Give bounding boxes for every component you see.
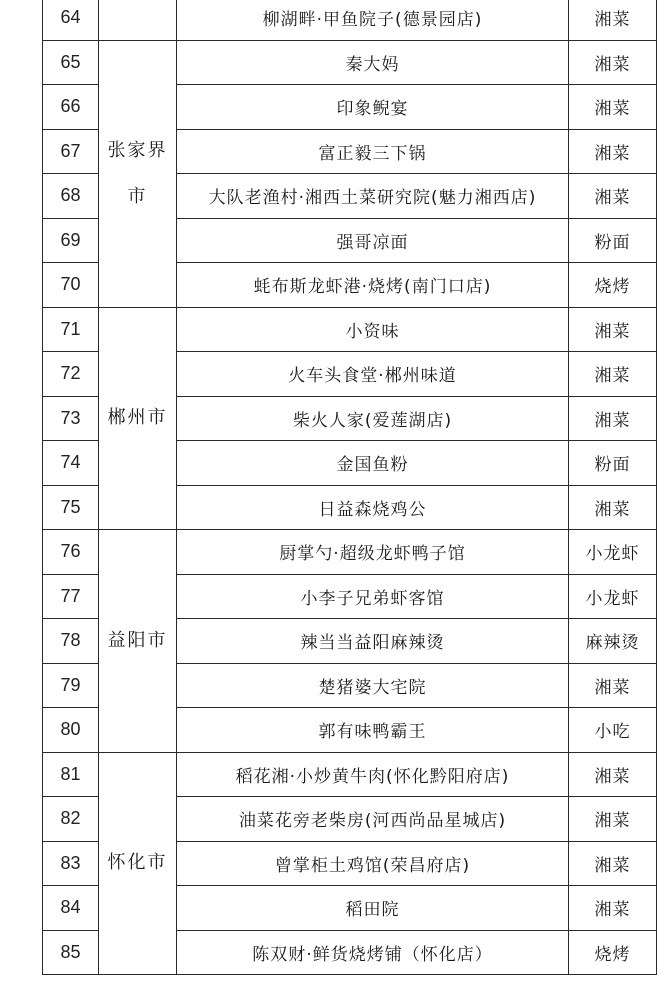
cuisine-category: 湘菜 <box>569 307 657 352</box>
cuisine-category: 麻辣烫 <box>569 619 657 664</box>
cuisine-category: 湘菜 <box>569 85 657 130</box>
cuisine-category: 湘菜 <box>569 396 657 441</box>
row-number: 66 <box>43 85 99 130</box>
table-row <box>43 0 657 40</box>
cuisine-category: 湘菜 <box>569 40 657 85</box>
cuisine-category: 粉面 <box>569 218 657 263</box>
cuisine-category: 湘菜 <box>569 174 657 219</box>
row-number: 85 <box>43 930 99 975</box>
row-number: 64 <box>43 0 99 40</box>
row-number: 75 <box>43 485 99 530</box>
row-number: 67 <box>43 129 99 174</box>
row-number: 72 <box>43 352 99 397</box>
city-cell-huaihua: 怀化市 <box>99 752 177 975</box>
restaurant-name: 蚝布斯龙虾港·烧烤(南门口店) <box>177 263 569 308</box>
table-row <box>43 40 657 85</box>
cuisine-category: 小龙虾 <box>569 530 657 575</box>
city-cell-chenzhou: 郴州市 <box>99 307 177 530</box>
restaurant-name: 厨掌勺·超级龙虾鸭子馆 <box>177 530 569 575</box>
restaurant-name: 柳湖畔·甲鱼院子(德景园店) <box>177 0 569 40</box>
cuisine-category: 湘菜 <box>569 485 657 530</box>
table-row <box>43 530 657 575</box>
cuisine-category: 湘菜 <box>569 129 657 174</box>
cuisine-category: 小龙虾 <box>569 574 657 619</box>
cuisine-category: 湘菜 <box>569 841 657 886</box>
row-number: 82 <box>43 797 99 842</box>
restaurant-name: 火车头食堂·郴州味道 <box>177 352 569 397</box>
restaurant-name: 大队老渔村·湘西土菜研究院(魅力湘西店) <box>177 174 569 219</box>
table-row <box>43 752 657 797</box>
row-number: 76 <box>43 530 99 575</box>
restaurant-name: 陈双财·鲜货烧烤铺（怀化店） <box>177 930 569 975</box>
restaurant-name: 稻田院 <box>177 886 569 931</box>
cuisine-category: 粉面 <box>569 441 657 486</box>
cuisine-category: 烧烤 <box>569 263 657 308</box>
restaurant-name: 郭有味鸭霸王 <box>177 708 569 753</box>
restaurant-name: 富正毅三下锅 <box>177 129 569 174</box>
row-number: 80 <box>43 708 99 753</box>
row-number: 78 <box>43 619 99 664</box>
city-cell-zhangjiajie <box>99 40 177 307</box>
cuisine-category: 湘菜 <box>569 0 657 40</box>
restaurant-name: 强哥凉面 <box>177 218 569 263</box>
city-name-line2: 市 <box>127 185 148 207</box>
restaurant-name: 辣当当益阳麻辣烫 <box>177 619 569 664</box>
row-number: 79 <box>43 663 99 708</box>
cuisine-category: 烧烤 <box>569 930 657 975</box>
row-number: 81 <box>43 752 99 797</box>
table-row <box>43 307 657 352</box>
cuisine-category: 湘菜 <box>569 797 657 842</box>
restaurant-table <box>42 0 657 975</box>
row-number: 69 <box>43 218 99 263</box>
restaurant-name: 柴火人家(爱莲湖店) <box>177 396 569 441</box>
restaurant-name: 油菜花旁老柴房(河西尚品星城店) <box>177 797 569 842</box>
row-number: 71 <box>43 307 99 352</box>
restaurant-name: 曾掌柜土鸡馆(荣昌府店) <box>177 841 569 886</box>
restaurant-name: 小李子兄弟虾客馆 <box>177 574 569 619</box>
cuisine-category: 湘菜 <box>569 663 657 708</box>
cuisine-category: 小吃 <box>569 708 657 753</box>
city-cell-blank <box>99 0 177 40</box>
row-number: 83 <box>43 841 99 886</box>
city-cell-yiyang: 益阳市 <box>99 530 177 753</box>
row-number: 84 <box>43 886 99 931</box>
cuisine-category: 湘菜 <box>569 752 657 797</box>
cuisine-category: 湘菜 <box>569 352 657 397</box>
row-number: 74 <box>43 441 99 486</box>
row-number: 68 <box>43 174 99 219</box>
row-number: 70 <box>43 263 99 308</box>
cuisine-category: 湘菜 <box>569 886 657 931</box>
restaurant-name: 秦大妈 <box>177 40 569 85</box>
city-name-line1: 张家界 <box>107 139 168 161</box>
row-number: 77 <box>43 574 99 619</box>
restaurant-name: 印象鲵宴 <box>177 85 569 130</box>
row-number: 73 <box>43 396 99 441</box>
restaurant-name: 小资味 <box>177 307 569 352</box>
restaurant-name: 稻花湘·小炒黄牛肉(怀化黔阳府店) <box>177 752 569 797</box>
restaurant-name: 楚猪婆大宅院 <box>177 663 569 708</box>
restaurant-name: 金国鱼粉 <box>177 441 569 486</box>
restaurant-name: 日益森烧鸡公 <box>177 485 569 530</box>
row-number: 65 <box>43 40 99 85</box>
